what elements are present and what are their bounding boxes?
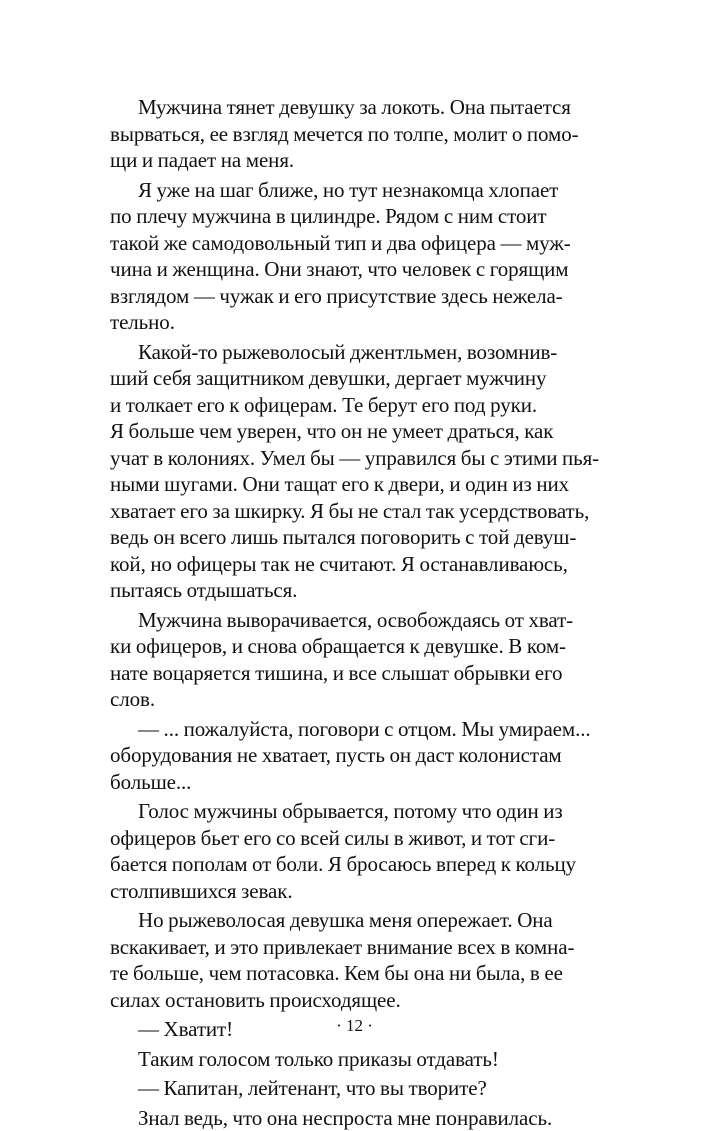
paragraph-7: Но рыжеволосая девушка меня опережает. Она вскакивает, и это привлекает внимание всех в комна- те больше, чем потасовка. Кем бы она ни была, в ее силах остановить происходящее.	[110, 907, 630, 1013]
paragraph-6: Голос мужчины обрывается, потому что один из офицеров бьет его со всей силы в живот, и тот сги- бается пополам от боли. Я бросаюсь вперед к кольцу столпившихся зевак.	[110, 798, 630, 904]
page-body	[110, 94, 630, 1131]
paragraph-10-dialogue: — Капитан, лейтенант, что вы творите?	[110, 1075, 630, 1102]
paragraph-2: Я уже на шаг ближе, но тут незнакомца хлопает по плечу мужчина в цилиндре. Рядом с ним стоит такой же самодовольный тип и два офицера — муж- чина и женщина. Они знают, что человек с горящим взглядом — чужак и его присутствие здесь нежела- тельно.	[110, 177, 630, 336]
paragraph-5-dialogue: — ... пожалуйста, поговори с отцом. Мы умираем... оборудования не хватает, пусть он даст колонистам больше...	[110, 716, 630, 796]
paragraph-8-dialogue: — Хватит!	[110, 1016, 630, 1043]
paragraph-9: Таким голосом только приказы отдавать!	[110, 1046, 630, 1073]
paragraph-3: Какой-то рыжеволосый джентльмен, возомнив- ший себя защитником девушки, дергает мужчину и толкает его к офицерам. Те берут его под руки. Я больше чем уверен, что он не умеет драться, как учат в колониях. Умел бы — управился бы с этими пья- ными шугами. Они тащат его к двери, и один из них хватает его за шкирку. Я бы не стал так усердствовать, ведь он всего лишь пытался поговорить с той девуш- кой, но офицеры так не считают. Я останавливаюсь, пытаясь отдышаться.	[110, 339, 630, 604]
paragraph-1: Мужчина тянет девушку за локоть. Она пытается вырваться, ее взгляд мечется по толпе, молит о помо- щи и падает на меня.	[110, 94, 630, 174]
page-number: · 12 ·	[0, 1016, 709, 1036]
paragraph-4: Мужчина выворачивается, освобождаясь от хват- ки офицеров, и снова обращается к девушке. В ком- нате воцаряется тишина, и все слышат обрывки его слов.	[110, 607, 630, 713]
paragraph-11: Знал ведь, что она неспроста мне понравилась.	[110, 1105, 630, 1131]
